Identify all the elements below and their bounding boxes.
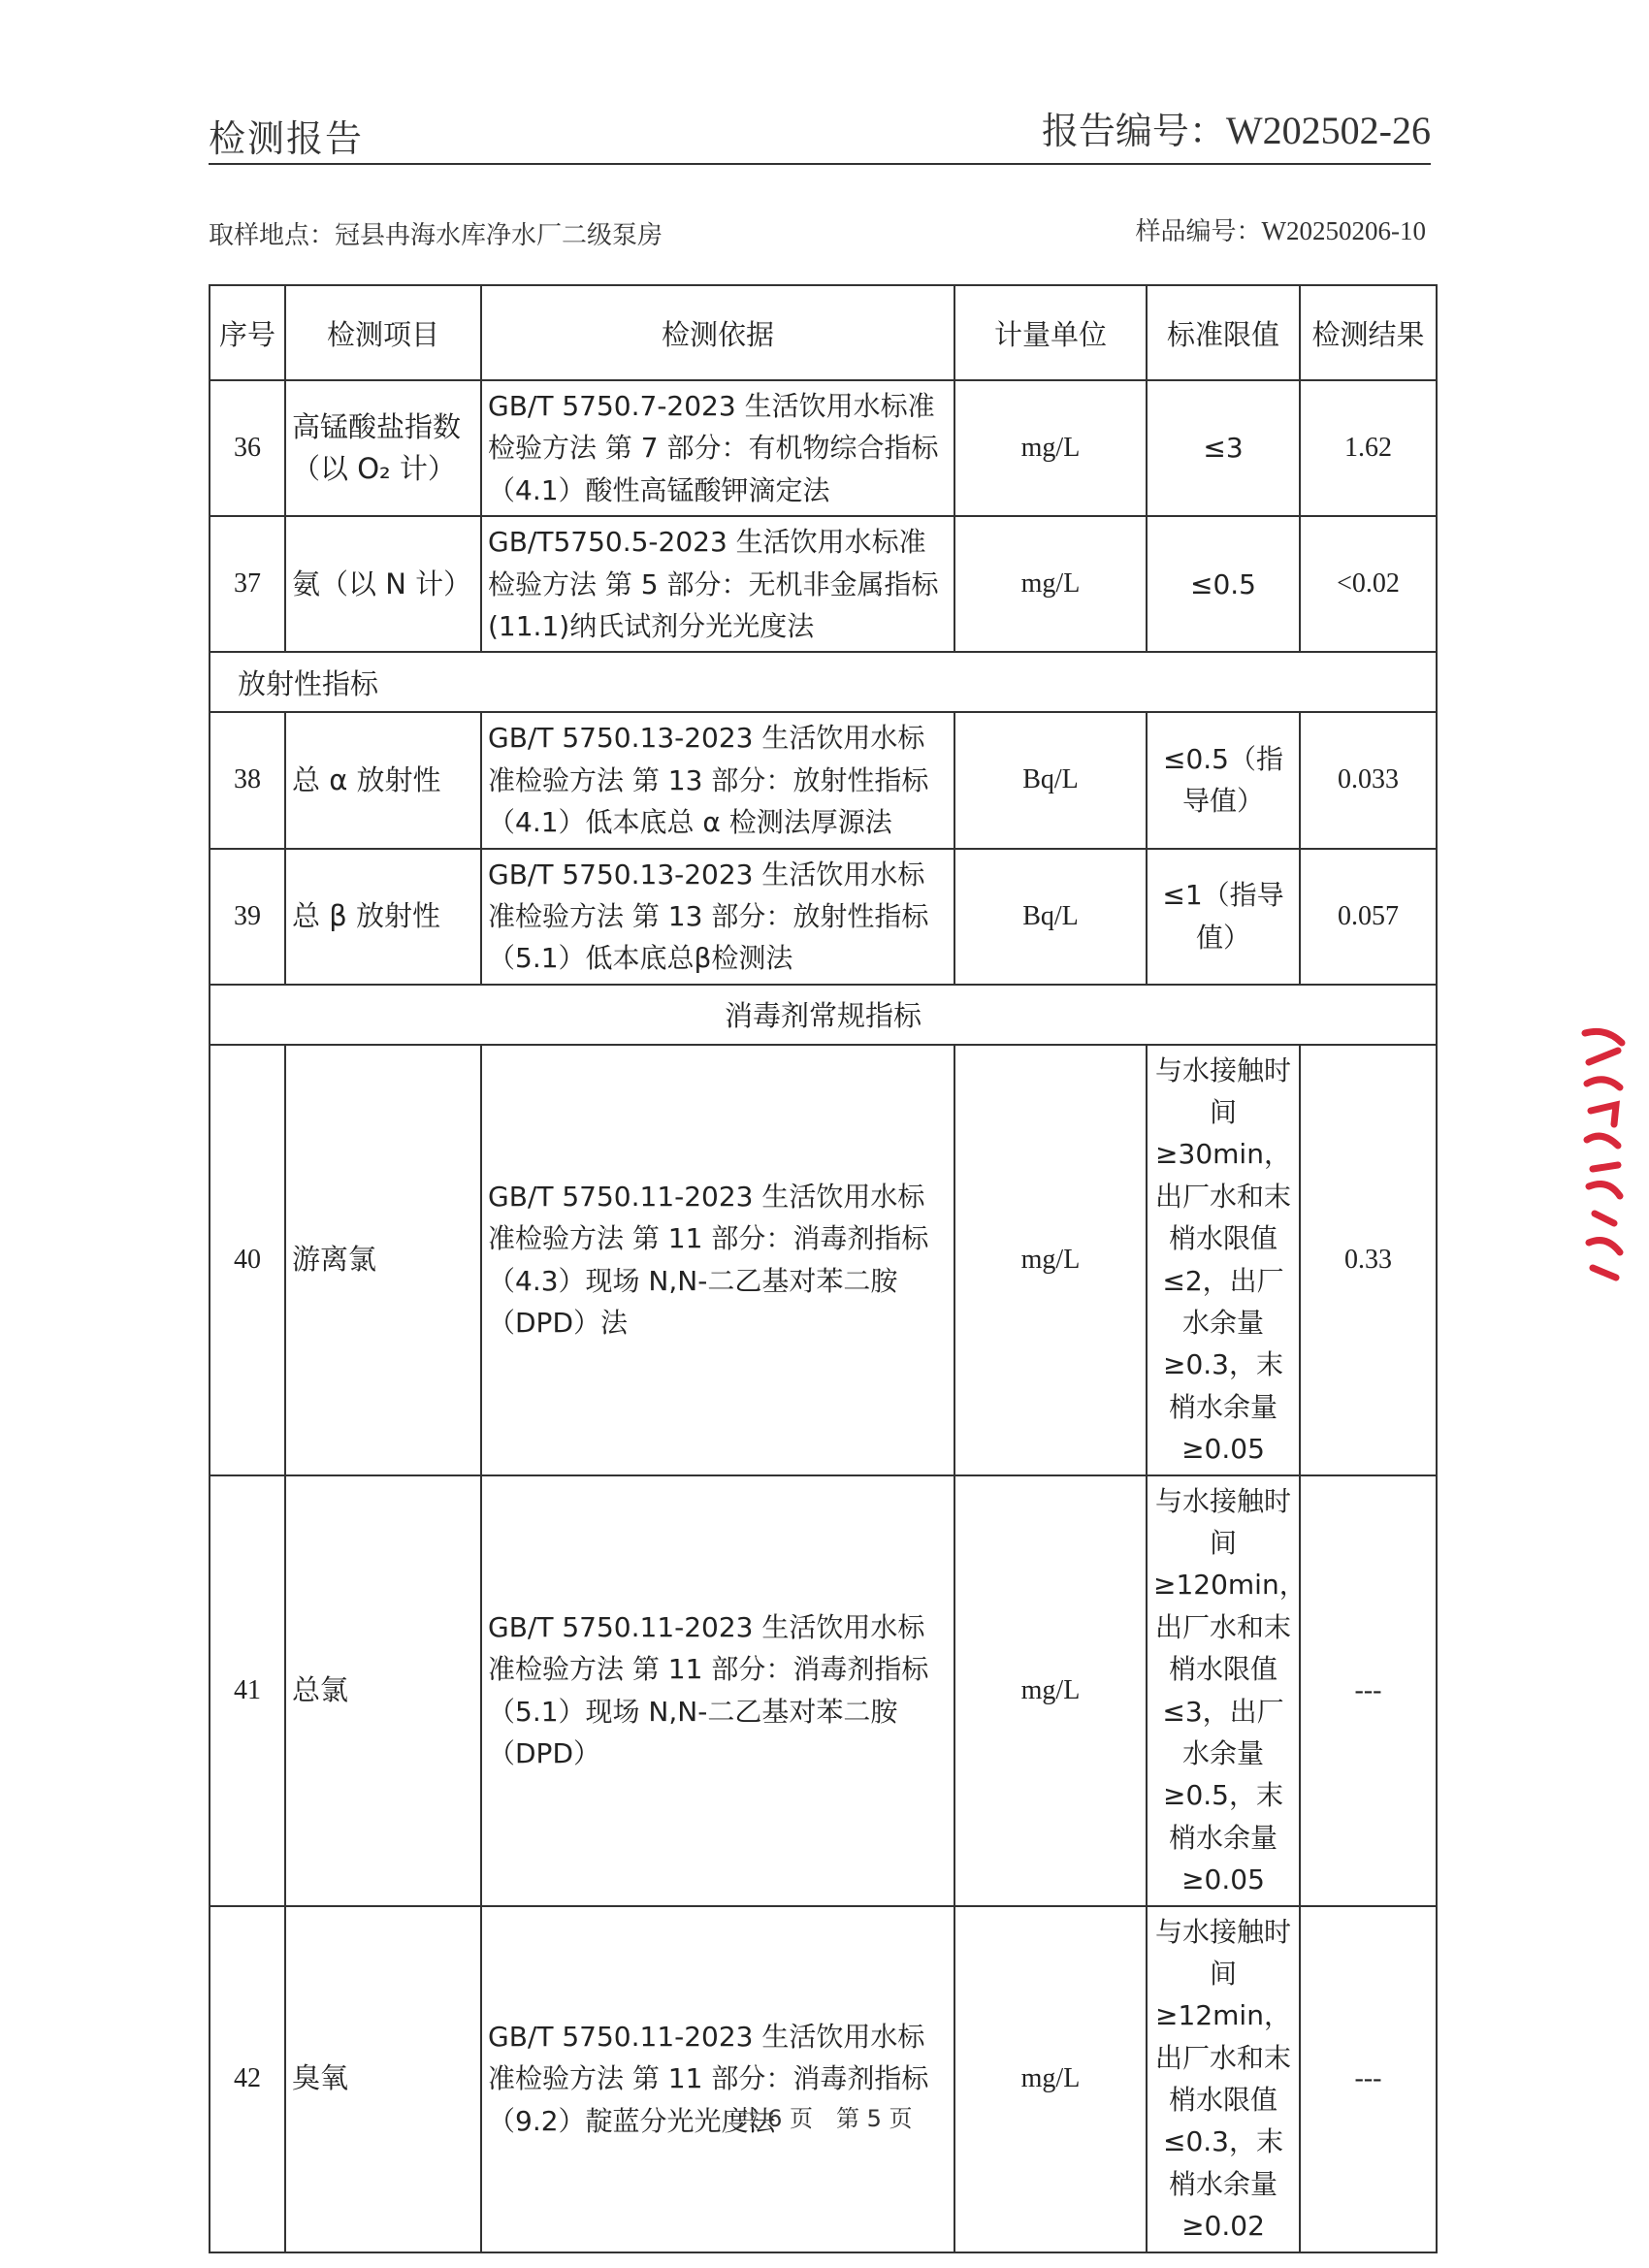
row-result: ---: [1300, 1906, 1437, 2252]
row-result: 0.033: [1300, 712, 1437, 848]
row-result: 1.62: [1300, 380, 1437, 516]
report-number-label: 报告编号：: [1041, 110, 1226, 152]
row-item: 高锰酸盐指数（以 O₂ 计）: [285, 380, 481, 516]
header-rule: [209, 163, 1431, 165]
row-item: 氨（以 N 计）: [285, 516, 481, 652]
row-basis: GB/T 5750.11-2023 生活饮用水标准检验方法 第 11 部分：消毒剂指标（5.1）现场 N,N-二乙基对苯二胺（DPD）: [481, 1475, 954, 1906]
row-limit: 与水接触时间≥120min，出厂水和末梢水限值≤3，出厂水余量≥0.5，末梢水余量≥0.05: [1147, 1475, 1300, 1906]
sample-number-label: 样品编号：: [1135, 217, 1262, 246]
row-basis: GB/T 5750.13-2023 生活饮用水标准检验方法 第 13 部分：放射性指标（4.1）低本底总 α 检测法厚源法: [481, 712, 954, 848]
row-result: 0.33: [1300, 1045, 1437, 1475]
row-item: 游离氯: [285, 1045, 481, 1475]
row-number: 42: [210, 1906, 285, 2252]
table-row: [210, 380, 1437, 516]
row-item: 总氯: [285, 1475, 481, 1906]
row-item: 总 α 放射性: [285, 712, 481, 848]
table-row: [210, 1906, 1437, 2252]
section-row: [210, 985, 1437, 1045]
sampling-location-label: 取样地点：: [209, 221, 336, 250]
row-basis: GB/T 5750.11-2023 生活饮用水标准检验方法 第 11 部分：消毒剂指标（4.3）现场 N,N-二乙基对苯二胺（DPD）法: [481, 1045, 954, 1475]
stamp-fragment: [1585, 1031, 1622, 1278]
header-basis: 检测依据: [481, 285, 954, 380]
row-number: 40: [210, 1045, 285, 1475]
table-row: [210, 712, 1437, 848]
red-seal-stamp-icon: [1579, 1023, 1628, 1285]
header-item: 检测项目: [285, 285, 481, 380]
section-radioactivity: 放射性指标: [210, 652, 1437, 712]
row-limit: ≤3: [1147, 380, 1300, 516]
row-number: 41: [210, 1475, 285, 1906]
row-limit: ≤0.5（指导值）: [1147, 712, 1300, 848]
sampling-location: [209, 215, 663, 251]
table-header-row: [210, 285, 1437, 380]
row-limit: ≤0.5: [1147, 516, 1300, 652]
row-limit: 与水接触时间≥30min，出厂水和末梢水限值≤2，出厂水余量≥0.3，末梢水余量≥0.05: [1147, 1045, 1300, 1475]
row-limit: 与水接触时间≥12min，出厂水和末梢水限值≤0.3，末梢水余量≥0.02: [1147, 1906, 1300, 2252]
row-number: 38: [210, 712, 285, 848]
row-basis: GB/T 5750.11-2023 生活饮用水标准检验方法 第 11 部分：消毒剂指标（9.2）靛蓝分光光度法: [481, 1906, 954, 2252]
row-result: 0.057: [1300, 849, 1437, 985]
row-unit: mg/L: [954, 380, 1147, 516]
results-table: [209, 284, 1438, 2253]
table-row: [210, 1475, 1437, 1906]
row-number: 37: [210, 516, 285, 652]
sample-number: [1136, 211, 1427, 247]
header-unit: 计量单位: [954, 285, 1147, 380]
sampling-location-value: 冠县冉海水库净水厂二级泵房: [335, 221, 663, 250]
row-result: <0.02: [1300, 516, 1437, 652]
row-basis: GB/T 5750.13-2023 生活饮用水标准检验方法 第 13 部分：放射性指标（5.1）低本底总β检测法: [481, 849, 954, 985]
row-unit: mg/L: [954, 1475, 1147, 1906]
header-no: 序号: [210, 285, 285, 380]
table-row: [210, 849, 1437, 985]
row-unit: mg/L: [954, 1045, 1147, 1475]
row-number: 36: [210, 380, 285, 516]
row-unit: Bq/L: [954, 712, 1147, 848]
section-disinfectant: 消毒剂常规指标: [210, 985, 1437, 1045]
sample-number-value: W20250206-10: [1261, 216, 1426, 245]
row-item: 臭氧: [285, 1906, 481, 2252]
row-unit: Bq/L: [954, 849, 1147, 985]
header-limit: 标准限值: [1147, 285, 1300, 380]
report-number-value: W202502-26: [1225, 109, 1431, 152]
row-basis: GB/T5750.5-2023 生活饮用水标准检验方法 第 5 部分：无机非金属指标(11.1)纳氏试剂分光光度法: [481, 516, 954, 652]
table-row: [210, 1045, 1437, 1475]
page-footer: 共 6 页 第 5 页: [736, 2105, 913, 2132]
row-unit: mg/L: [954, 516, 1147, 652]
section-row: [210, 652, 1437, 712]
document-title: 检测报告: [209, 117, 365, 160]
row-limit: ≤1（指导值）: [1147, 849, 1300, 985]
row-number: 39: [210, 849, 285, 985]
table-row: [210, 516, 1437, 652]
row-item: 总 β 放射性: [285, 849, 481, 985]
header-result: 检测结果: [1300, 285, 1437, 380]
row-unit: mg/L: [954, 1906, 1147, 2252]
row-result: ---: [1300, 1475, 1437, 1906]
row-basis: GB/T 5750.7-2023 生活饮用水标准检验方法 第 7 部分：有机物综合指标（4.1）酸性高锰酸钾滴定法: [481, 380, 954, 516]
report-number: [1042, 101, 1431, 154]
